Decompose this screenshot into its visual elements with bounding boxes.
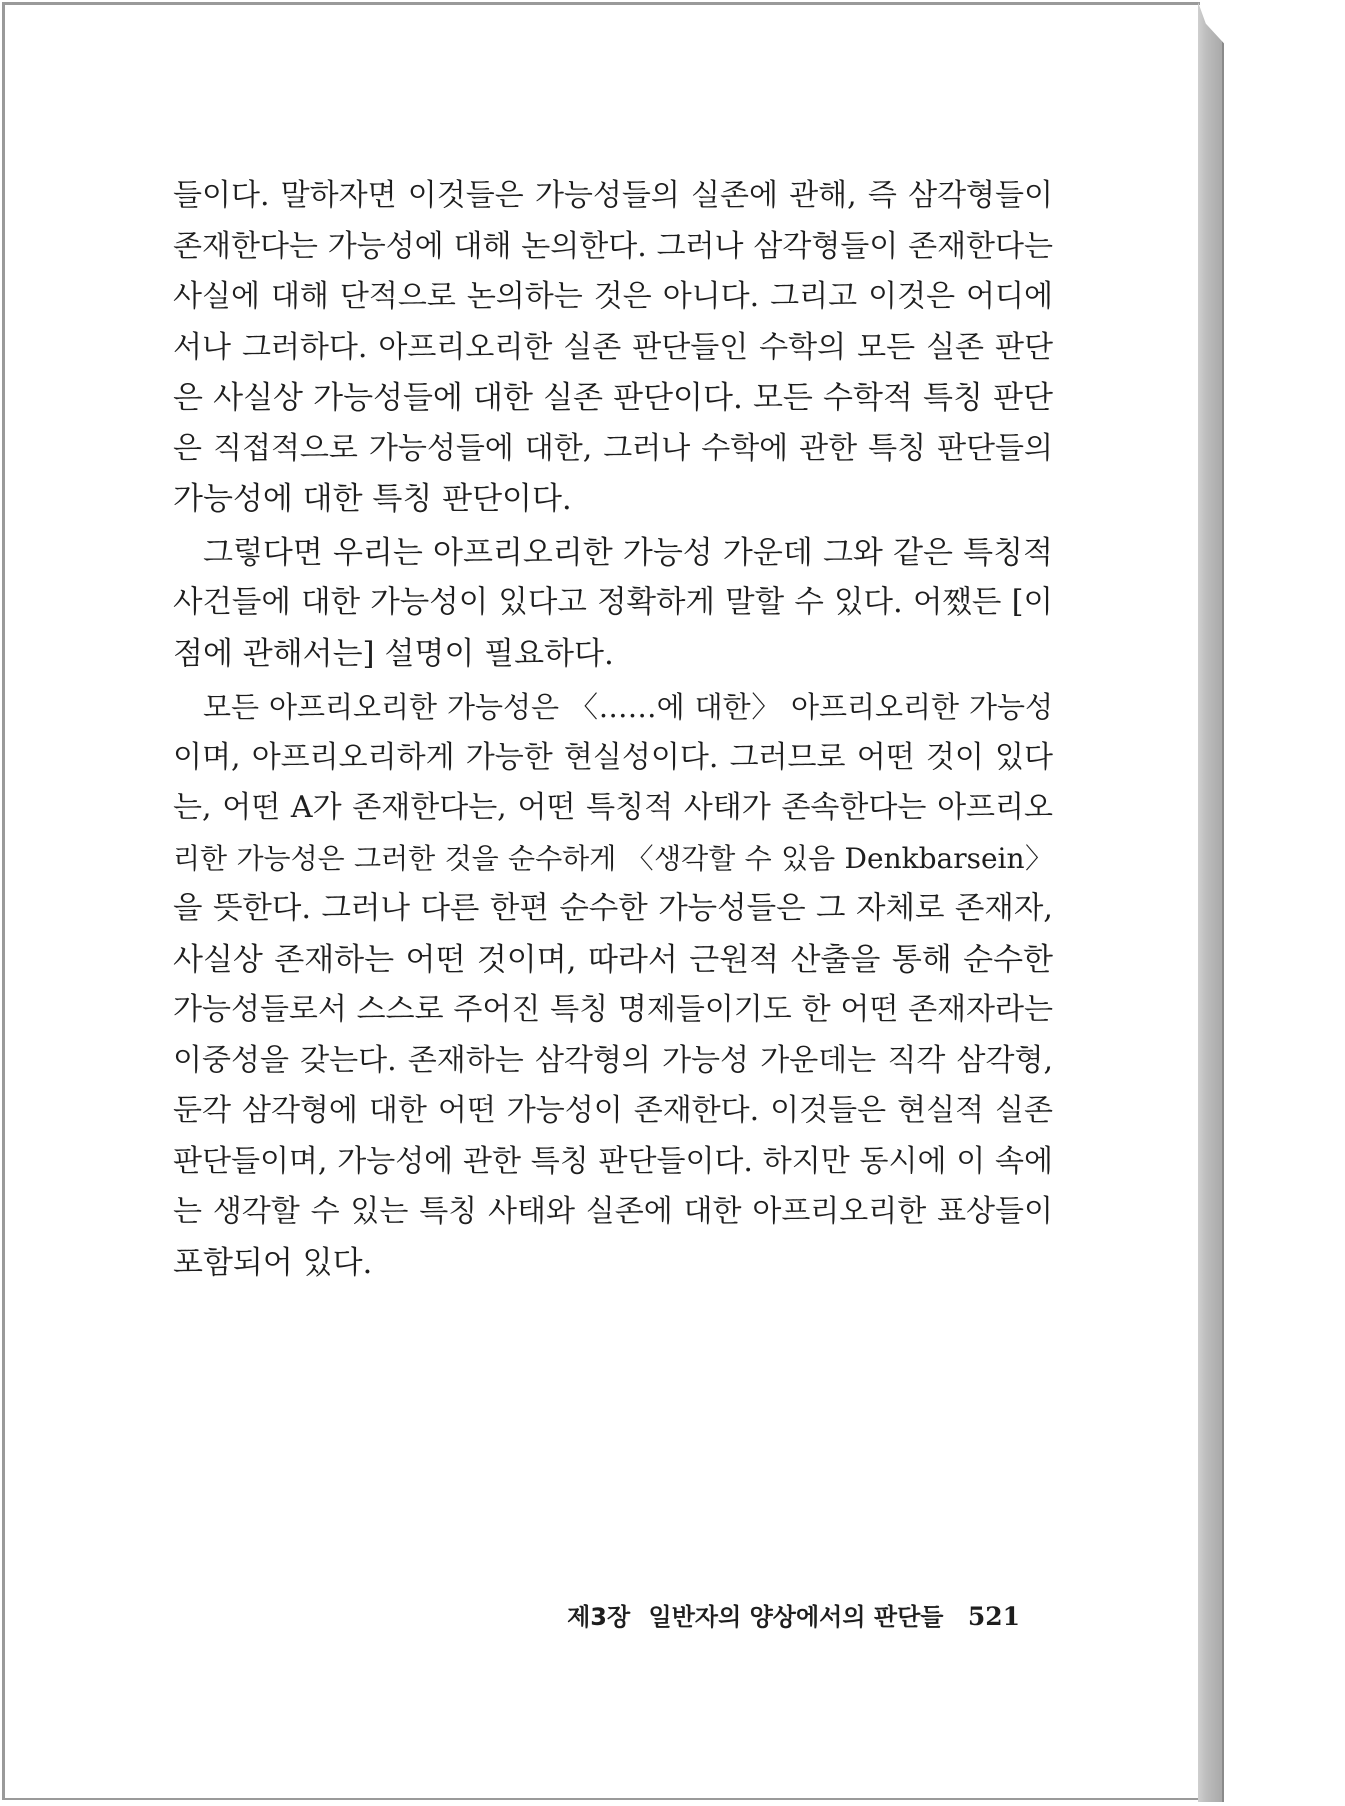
text-line: 은 사실상 가능성들에 대한 실존 판단이다. 모든 수학적 특칭 판단	[173, 380, 1053, 416]
page-number: 521	[967, 1602, 1020, 1631]
footer-title: 일반자의 양상에서의 판단들	[648, 1603, 944, 1631]
paragraph	[173, 171, 1053, 525]
paragraph	[173, 528, 1053, 680]
footer-chapter: 제3장	[567, 1603, 631, 1631]
text-line: 점에 관해서는] 설명이 필요하다.	[173, 635, 614, 672]
body-text	[173, 171, 1053, 1291]
page-edge	[1198, 2, 1224, 1802]
text-line: 둔각 삼각형에 대한 어떤 가능성이 존재한다. 이것들은 현실적 실존	[173, 1093, 1053, 1128]
text-line: 존재한다는 가능성에 대해 논의한다. 그러나 삼각형들이 존재한다는	[173, 228, 1053, 264]
text-line: 사건들에 대한 가능성이 있다고 정확하게 말할 수 있다. 어쨌든 [이	[173, 585, 1053, 620]
text-line: 사실에 대해 단적으로 논의하는 것은 아니다. 그리고 이것은 어디에	[173, 279, 1053, 314]
text-line: 판단들이며, 가능성에 관한 특칭 판단들이다. 하지만 동시에 이 속에	[173, 1143, 1053, 1179]
text-line: 모든 아프리오리한 가능성은 〈……에 대한〉 아프리오리한 가능성	[203, 690, 1053, 724]
text-line: 들이다. 말하자면 이것들은 가능성들의 실존에 관해, 즉 삼각형들이	[173, 178, 1053, 213]
text-line: 포함되어 있다.	[173, 1244, 373, 1281]
text-line: 이며, 아프리오리하게 가능한 현실성이다. 그러므로 어떤 것이 있다	[173, 739, 1053, 775]
text-line: 사실상 존재하는 어떤 것이며, 따라서 근원적 산출을 통해 순수한	[173, 941, 1053, 978]
text-line: 은 직접적으로 가능성들에 대한, 그러나 수학에 관한 특칭 판단들의	[173, 430, 1053, 466]
text-line: 가능성에 대한 특칭 판단이다.	[173, 481, 572, 517]
running-footer	[545, 1595, 1020, 1639]
text-line: 이중성을 갖는다. 존재하는 삼각형의 가능성 가운데는 직각 삼각형,	[173, 1042, 1053, 1078]
paragraph	[173, 682, 1053, 1288]
text-line: 리한 가능성은 그러한 것을 순수하게 〈생각할 수 있음 Denkbarsein〉	[173, 841, 1053, 875]
text-line: 을 뜻한다. 그러나 다른 한편 순수한 가능성들은 그 자체로 존재자,	[173, 891, 1053, 926]
text-line: 그렇다면 우리는 아프리오리한 가능성 가운데 그와 같은 특칭적	[203, 534, 1053, 571]
text-line: 는, 어떤 A가 존재한다는, 어떤 특칭적 사태가 존속한다는 아프리오	[173, 790, 1053, 825]
book-page	[2, 2, 1200, 1800]
text-line: 는 생각할 수 있는 특칭 사태와 실존에 대한 아프리오리한 표상들이	[173, 1194, 1053, 1229]
text-line: 가능성들로서 스스로 주어진 특칭 명제들이기도 한 어떤 존재자라는	[173, 992, 1053, 1027]
text-line: 서나 그러하다. 아프리오리한 실존 판단들인 수학의 모든 실존 판단	[173, 329, 1053, 365]
